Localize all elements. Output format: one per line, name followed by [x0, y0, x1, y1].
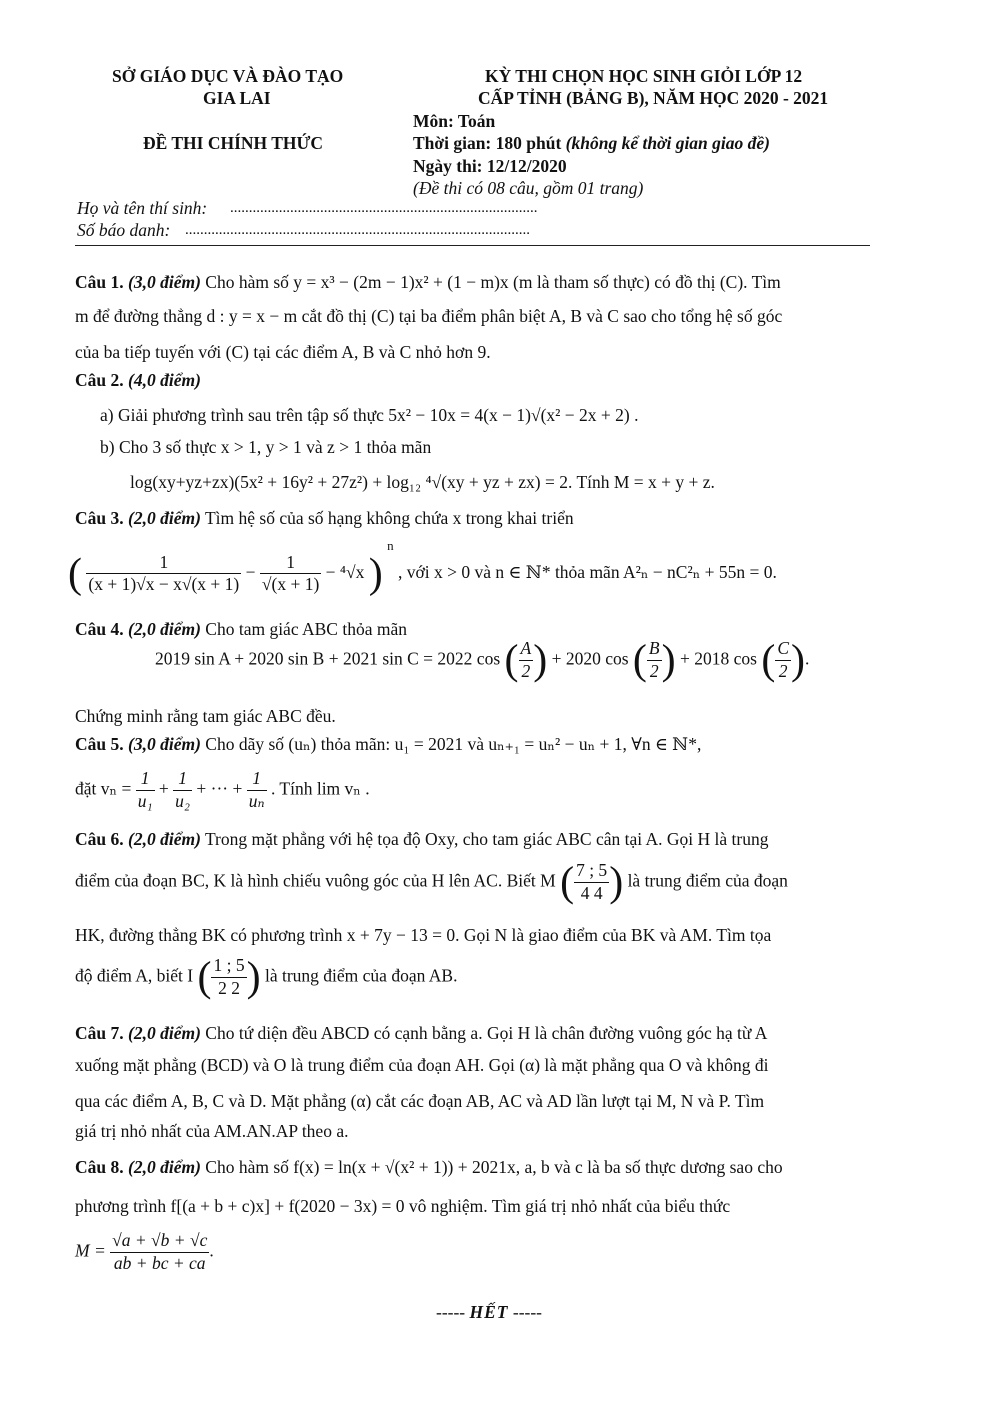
question-2-points: (4,0 điểm)	[128, 370, 201, 390]
equation-left: 2019 sin A + 2020 sin B + 2021 sin C = 2022 cos	[155, 648, 501, 669]
expression-m-end: .	[209, 1240, 214, 1261]
candidate-name-label: Họ và tên thí sinh:	[77, 198, 208, 218]
fraction-u2-den: u₂	[175, 790, 191, 811]
question-5-label: Câu 5.	[75, 734, 124, 754]
end-dashes-left: -----	[436, 1302, 466, 1322]
end-marker	[436, 1302, 542, 1324]
equation-end: .	[805, 648, 810, 669]
question-2b-line-2: log(xy+yz+zx)(5x² + 16y² + 27z²) + log₁₂ ⁴√(xy + yz + zx) = 2. Tính M = x + y + z.	[130, 472, 715, 492]
right-paren: )	[368, 550, 383, 597]
fraction-b-half	[647, 638, 662, 683]
exam-subject: Môn: Toán	[413, 111, 496, 131]
question-3-heading	[75, 508, 574, 530]
question-6-text-4-end: là trung điểm của đoạn AB.	[264, 965, 458, 986]
question-8-points: (2,0 điểm)	[128, 1157, 201, 1177]
question-6-text-1: Trong mặt phẳng với hệ tọa độ Oxy, cho tam giác ABC cân tại A. Gọi H là trung	[204, 829, 769, 849]
fraction-a-den: 2	[521, 660, 531, 681]
point-i-coords	[211, 955, 246, 1000]
minus-fourth-root: − ⁴√x	[325, 562, 365, 582]
exponent-n: n	[387, 538, 394, 553]
fraction-u1-num: 1	[136, 768, 155, 791]
question-6-label: Câu 6.	[75, 829, 124, 849]
question-1-points: (3,0 điểm)	[128, 272, 201, 292]
point-m-den: 4 4	[580, 882, 603, 903]
fraction-c-half	[775, 638, 791, 683]
fraction-2-denominator: √(x + 1)	[261, 574, 320, 595]
question-2-heading	[75, 370, 201, 392]
question-2a: a) Giải phương trình sau trên tập số thực 5x² − 10x = 4(x − 1)√(x² − 2x + 2) .	[100, 405, 639, 425]
minus-sign-1: −	[245, 562, 256, 582]
paren-close-m: )	[609, 859, 624, 906]
question-1-label: Câu 1.	[75, 272, 124, 292]
question-5-heading	[75, 734, 701, 756]
paren-close-c: )	[791, 637, 806, 684]
paren-open-a: (	[504, 637, 519, 684]
fraction-a-half	[519, 638, 534, 683]
plus-sign: +	[158, 778, 169, 799]
fraction-a-num: A	[519, 638, 534, 661]
question-6-text-4: độ điểm A, biết I	[75, 965, 194, 986]
fraction-1	[86, 552, 241, 597]
fraction-u2	[173, 768, 192, 813]
question-1	[75, 272, 781, 294]
question-4-label: Câu 4.	[75, 619, 124, 639]
fraction-c-den: 2	[778, 660, 788, 681]
paren-open-c: (	[761, 637, 776, 684]
paren-open-b: (	[632, 637, 647, 684]
fraction-c-num: C	[775, 638, 791, 661]
exam-duration	[413, 133, 770, 155]
expression-m-denominator: ab + bc + ca	[113, 1252, 206, 1273]
question-7-text-4: giá trị nhỏ nhất của AM.AN.AP theo a.	[75, 1121, 349, 1141]
question-1-text-3: của ba tiếp tuyến với (C) tại các điểm A, B và C nhỏ hơn 9.	[75, 342, 491, 362]
question-4-conclusion: Chứng minh rằng tam giác ABC đều.	[75, 706, 336, 726]
department-name: SỞ GIÁO DỤC VÀ ĐÀO TẠO	[112, 66, 344, 86]
fraction-u1-den: u₁	[137, 790, 153, 811]
expression-m-fraction	[110, 1230, 209, 1275]
question-4-points: (2,0 điểm)	[128, 619, 201, 639]
paren-close-i: )	[246, 954, 261, 1001]
question-6-heading	[75, 829, 768, 851]
fraction-un	[247, 768, 267, 813]
exam-subtitle: CẤP TỈNH (BẢNG B), NĂM HỌC 2020 - 2021	[478, 88, 829, 108]
left-paren: (	[68, 550, 82, 597]
province-name: GIA LAI	[203, 88, 271, 108]
paren-open-m: (	[560, 859, 575, 906]
question-1-text-1: Cho hàm số y = x³ − (2m − 1)x² + (1 − m)x (m là tham số thực) có đồ thị (C). Tìm	[205, 272, 781, 292]
question-7-heading	[75, 1023, 767, 1045]
question-3-text: Tìm hệ số của số hạng không chứa x trong khai triển	[204, 508, 574, 528]
question-7-text-3: qua các điểm A, B, C và D. Mặt phẳng (α) cắt các đoạn AB, AC và AD lần lượt tại M, N và P. Tìm	[75, 1091, 765, 1111]
v-n-definition: đặt vₙ =	[75, 778, 132, 799]
question-6-points: (2,0 điểm)	[128, 829, 201, 849]
question-7-text-2: xuống mặt phẳng (BCD) và O là trung điểm của đoạn AH. Gọi (α) là mặt phẳng qua O và không đi	[75, 1055, 769, 1075]
header-divider	[75, 245, 870, 246]
question-2b-line-1: b) Cho 3 số thực x > 1, y > 1 và z > 1 thỏa mãn	[100, 437, 432, 457]
fraction-2	[260, 552, 321, 597]
question-6-text-2-end: là trung điểm của đoạn	[627, 870, 788, 891]
question-5-task: . Tính lim vₙ .	[270, 778, 370, 799]
question-5-points: (3,0 điểm)	[128, 734, 201, 754]
exam-duration-note: (không kể thời gian giao đề)	[565, 133, 770, 153]
fraction-b-den: 2	[649, 660, 659, 681]
question-2-label: Câu 2.	[75, 370, 124, 390]
fraction-un-den: uₙ	[248, 790, 265, 811]
question-3-condition: , với x > 0 và n ∈ ℕ* thỏa mãn A²ₙ − nC²ₙ + 55n = 0.	[397, 562, 777, 582]
end-word: HẾT	[469, 1302, 509, 1322]
equation-mid-1: + 2020 cos	[551, 648, 629, 669]
fraction-1-denominator: (x + 1)√x − x√(x + 1)	[88, 574, 240, 595]
question-7-text-1: Cho tứ diện đều ABCD có cạnh bằng a. Gọi H là chân đường vuông góc hạ từ A	[205, 1023, 768, 1043]
question-4-text: Cho tam giác ABC thỏa mãn	[205, 619, 407, 639]
fraction-b-num: B	[647, 638, 662, 661]
question-6-text-3: HK, đường thẳng BK có phương trình x + 7y − 13 = 0. Gọi N là giao điểm của BK và AM. Tìm tọa	[75, 925, 772, 945]
question-8-label: Câu 8.	[75, 1157, 124, 1177]
question-1-text-2: m để đường thẳng d : y = x − m cắt đồ thị (C) tại ba điểm phân biệt A, B và C sao cho tổng hệ số góc	[75, 306, 783, 326]
point-i-den: 2 2	[218, 977, 240, 998]
point-m-num: 7 ; 5	[574, 860, 609, 883]
question-4-equation	[155, 638, 809, 683]
question-3-points: (2,0 điểm)	[128, 508, 201, 528]
question-6-line-4	[75, 955, 457, 1000]
paren-open-i: (	[197, 954, 212, 1001]
expression-m-numerator: √a + √b + √c	[110, 1230, 209, 1253]
question-6-line-2	[75, 860, 788, 905]
question-8-expression	[75, 1230, 214, 1275]
fraction-1-numerator: 1	[86, 552, 241, 575]
fraction-2-numerator: 1	[260, 552, 321, 575]
question-5-line-2	[75, 768, 370, 813]
question-7-label: Câu 7.	[75, 1023, 124, 1043]
end-dashes-right: -----	[512, 1302, 543, 1322]
official-exam-label: ĐỀ THI CHÍNH THỨC	[143, 133, 324, 153]
fraction-u2-num: 1	[173, 768, 192, 791]
candidate-id-dots: ............................................................................................	[185, 222, 530, 238]
question-5-text-1: Cho dãy số (uₙ) thỏa mãn: u₁ = 2021 và uₙ₊₁ = uₙ² − uₙ + 1, ∀n ∈ ℕ*,	[205, 734, 702, 754]
candidate-name-dots: ..................................................................................	[230, 200, 538, 216]
expression-m-lhs: M =	[75, 1240, 106, 1261]
equation-mid-2: + 2018 cos	[680, 648, 757, 669]
exam-duration-value: Thời gian: 180 phút	[413, 133, 562, 153]
candidate-id-label: Số báo danh:	[77, 220, 171, 240]
fraction-un-num: 1	[247, 768, 267, 791]
question-3-label: Câu 3.	[75, 508, 124, 528]
exam-title: KỲ THI CHỌN HỌC SINH GIỎI LỚP 12	[485, 66, 803, 86]
exam-date: Ngày thi: 12/12/2020	[413, 156, 567, 176]
exam-note: (Đề thi có 08 câu, gồm 01 trang)	[413, 178, 644, 198]
question-7-points: (2,0 điểm)	[128, 1023, 201, 1043]
question-8-heading	[75, 1157, 783, 1179]
paren-close-b: )	[661, 637, 676, 684]
question-6-text-2: điểm của đoạn BC, K là hình chiếu vuông góc của H lên AC. Biết M	[75, 870, 556, 891]
question-3-expression	[68, 538, 777, 596]
fraction-u1	[136, 768, 155, 813]
paren-close-a: )	[533, 637, 548, 684]
plus-ellipsis: + ··· +	[196, 778, 243, 799]
point-i-num: 1 ; 5	[211, 955, 246, 978]
question-8-text-1: Cho hàm số f(x) = ln(x + √(x² + 1)) + 2021x, a, b và c là ba số thực dương sao cho	[205, 1157, 783, 1177]
question-8-text-2: phương trình f[(a + b + c)x] + f(2020 − 3x) = 0 vô nghiệm. Tìm giá trị nhỏ nhất của biểu thức	[75, 1196, 731, 1216]
point-m-coords	[574, 860, 609, 905]
